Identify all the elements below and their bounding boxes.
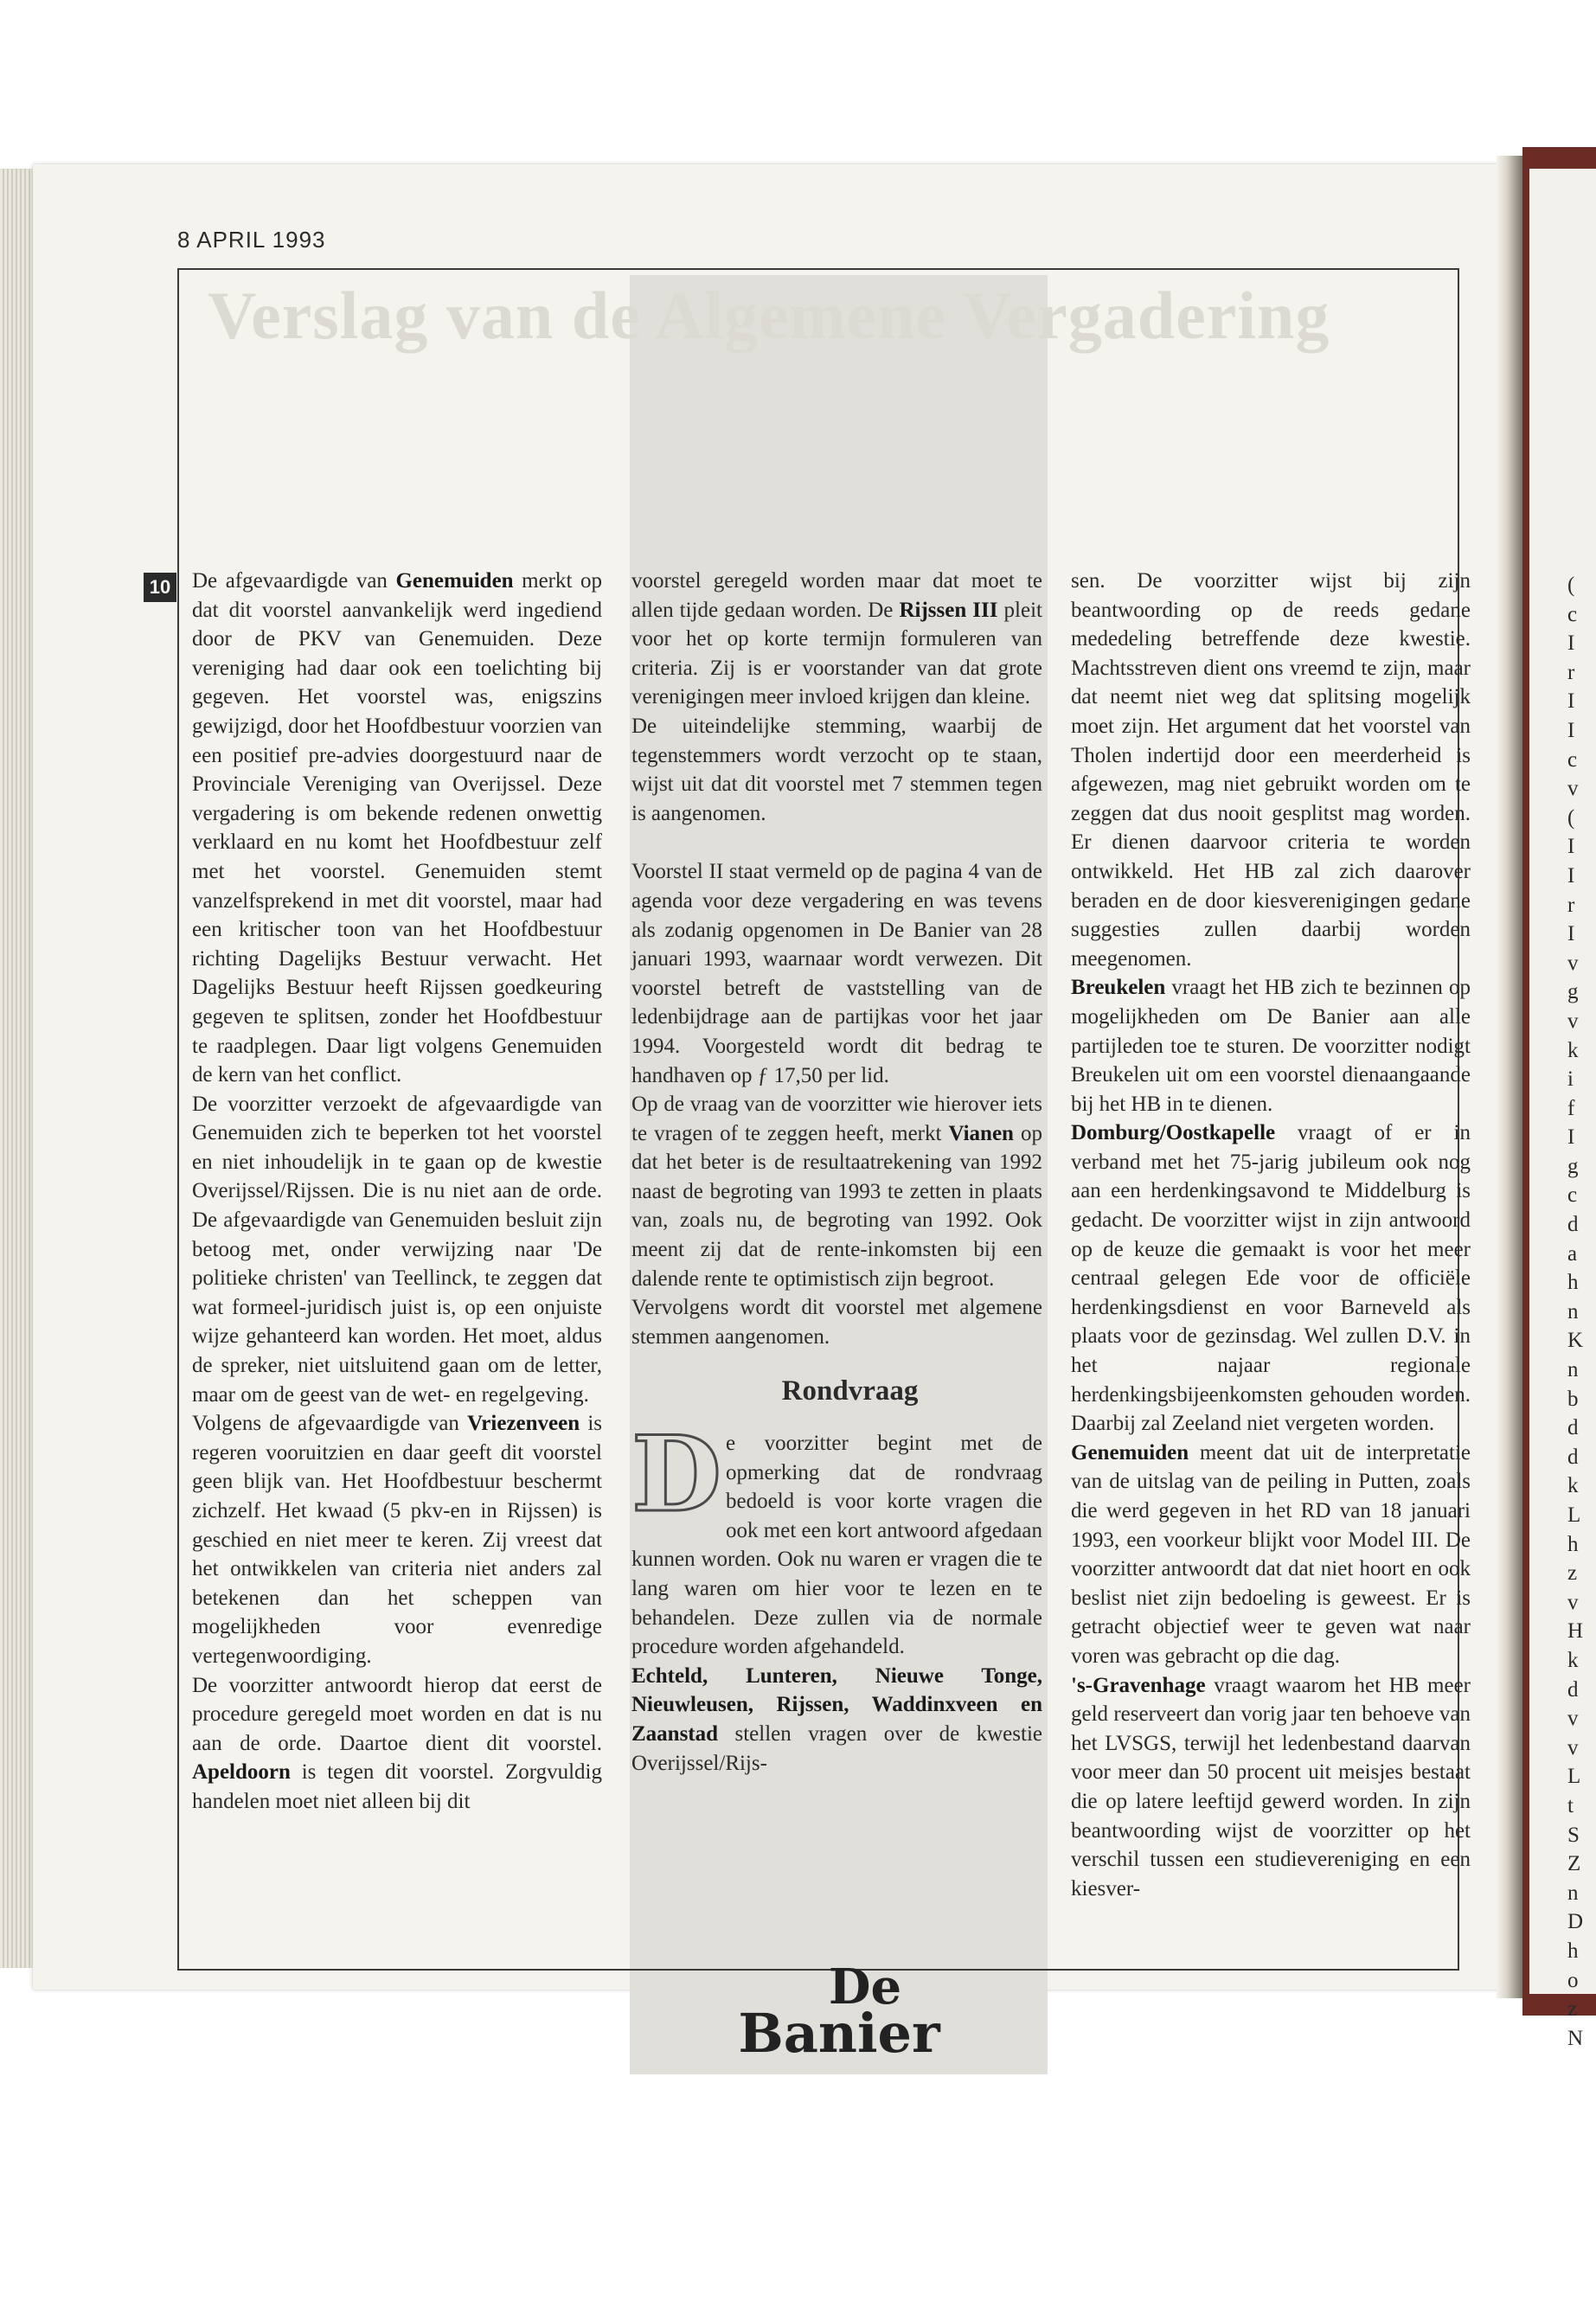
rondvraag-paragraph-1: e voorzitter begint met de opmerking dat de rondvraag bedoeld is voor korte vragen die ook met een kort antwoord afgedaan kunnen worden. Ook nu waren er vragen die te lang waren om hier voor te lezen en te behandelen. Deze zullen via de normale procedure worden afgehandeld. [631, 1432, 1042, 1659]
edge-letter: r [1567, 660, 1575, 684]
edge-letter: ( [1567, 574, 1575, 597]
column-2-middle-paragraph: Vervolgens wordt dit voorstel met algemene stemmen aangenomen. [631, 1296, 1042, 1349]
edge-letter: z [1567, 1997, 1578, 2022]
edge-letter: v [1567, 951, 1579, 975]
edge-letter: L [1567, 1765, 1581, 1789]
edge-letter: ( [1567, 805, 1575, 830]
edge-letter: I [1567, 835, 1575, 859]
edge-letter: k [1567, 1038, 1579, 1062]
column-3-paragraph: Genemuiden meent dat uit de interpretatie van de uitslag van de peiling in Putten, zoals die werd gegeven in het RD van 18 januari 1993, een voorkeur blijkt voor Model III. De voorzitter antwoordt dat dat niet hoort en ook beslist niet zijn bedoeling is geweest. Er is getracht objectief weer te geven wat naar voren was gebracht op die dag. [1071, 1440, 1471, 1668]
logo-line-2: Banier [738, 2002, 940, 2065]
edge-letter: n [1567, 1881, 1579, 1905]
edge-letter: h [1567, 1271, 1579, 1295]
edge-letter: K [1567, 1329, 1584, 1353]
column-2-top [631, 567, 1042, 828]
page-date: 8 APRIL 1993 [177, 227, 326, 253]
edge-letter: g [1567, 980, 1579, 1004]
edge-letter: t [1567, 1793, 1574, 1817]
column-1-paragraph: Volgens de afgevaardigde van Vriezenveen is regeren vooruitzien en daar geeft dit voorstel geen blijk van. Het Hoofdbestuur beschermt zichzelf. Het kwaad (5 pkv-en in Rijssen) is geschied en niet meer te keren. Zij vreest dat het ontwikkelen van criteria niet anders zal betekenen dan het scheppen van mogelijkheden voor evenredige vertegenwoordiging. [192, 1412, 602, 1668]
column-2-middle [631, 857, 1042, 1351]
edge-letter: I [1567, 718, 1575, 742]
edge-letter: L [1567, 1503, 1581, 1527]
edge-letter: v [1567, 1707, 1579, 1731]
rondvraag-paragraph-2: Echteld, Lunteren, Nieuwe Tonge, Nieuwleusen, Rijssen, Waddinxveen en Zaanstad stellen vragen over de kwestie Overijssel/Rijs- [631, 1663, 1042, 1775]
edge-letter: v [1567, 1590, 1579, 1614]
edge-letter: d [1567, 1677, 1579, 1702]
column-1-paragraph: De voorzitter verzoekt de afgevaardigde van Genemuiden zich te beperken tot het voorstel en niet inhoudelijk in te gaan op de kwestie Overijssel/Rijssen. Die is nu niet aan de orde. De afgevaardigde van Genemuiden besluit zijn betoog met, onder verwijzing naar 'De politieke christen' van Teellinck, te zeggen dat wat formeel-juridisch juist is, op een onjuiste wijze gehanteerd kan worden. Het moet, aldus de spreker, niet uitsluitend gaan om de letter, maar om de geest van de wet- en regelgeving. [192, 1092, 602, 1407]
edge-letter: h [1567, 1532, 1579, 1556]
dropcap-letter: D [631, 1413, 722, 1536]
edge-letter: I [1567, 689, 1575, 714]
edge-letter: Z [1567, 1852, 1581, 1876]
edge-letter: r [1567, 893, 1575, 917]
rondvraag-heading: Rondvraag [781, 1375, 919, 1407]
book-spine [1497, 156, 1522, 1998]
edge-letter: f [1567, 1096, 1575, 1120]
page-number: 10 [144, 573, 176, 602]
edge-letter: n [1567, 1358, 1579, 1382]
edge-letter: h [1567, 1939, 1579, 1963]
column-2-middle-paragraph: Op de vraag van de voorzitter wie hierover iets te vragen of te zeggen heeft, merkt Vianen op dat het beter is de resultaatrekening van 1992 naast de begroting van 1993 te zetten in plaats van, zoals nu, de begroting van 1992. Ook meent zij dat de rente-inkomsten bij een dalende rente te optimistisch zijn begroot. [631, 1093, 1043, 1291]
edge-letter: I [1567, 631, 1575, 656]
next-page-edge-text [1567, 571, 1596, 2053]
edge-letter: H [1567, 1619, 1584, 1644]
edge-letter: o [1567, 1968, 1579, 1992]
book-page-stack [0, 169, 35, 1968]
edge-letter: z [1567, 1561, 1578, 1586]
column-2 [631, 567, 1042, 1778]
edge-letter: d [1567, 1445, 1579, 1469]
edge-letter: a [1567, 1241, 1578, 1266]
edge-letter: c [1567, 747, 1578, 772]
de-banier-logo [640, 1958, 1038, 2065]
edge-letter: v [1567, 1735, 1579, 1759]
column-3 [1071, 567, 1471, 1903]
edge-letter: S [1567, 1823, 1580, 1847]
edge-letter: b [1567, 1387, 1579, 1411]
column-3-paragraph: 's-Gravenhage vraagt waarom het HB meer geld reserveert dan vorig jaar ten behoeve van het LVSGS, terwijl het ledenbestand daarvan voor meer dan 50 procent uit meisjes bestaat die op latere leeftijd gewerd worden. In zijn beantwoording wijst de voorzitter op het verschil tussen een studievereniging en een kiesver- [1071, 1673, 1471, 1900]
edge-letter: I [1567, 922, 1575, 946]
column-2-top-paragraph: voorstel geregeld worden maar dat moet te allen tijde gedaan worden. De Rijssen III pleit voor het op korte termijn formuleren van criteria. Zij is er voorstander van dat grote verenigingen meer invloed krijgen dan kleine. [631, 569, 1042, 709]
logo-line-1: De [828, 1958, 902, 2016]
edge-letter: n [1567, 1299, 1579, 1324]
ghost-title: Verslag van de Algemene Vergadering [208, 278, 1330, 353]
column-3-paragraph: sen. De voorzitter wijst bij zijn beantwoording op de reeds gedane mededeling betreffende deze kwestie. Machtsstreven dient ons vreemd te zijn, maar dat neemt niet weg dat splitsing mogelijk moet zijn. Het argument dat het voorstel van Tholen indertijd door een meerderheid is afgewezen, mag niet gebruikt worden om te zeggen dat dus nooit gesplitst mag worden. Er dienen daarvoor criteria te worden ontwikkeld. Het HB zal zich daarover beraden en de door kiesverenigingen gedane suggesties zullen daarbij worden meegenomen. [1071, 569, 1471, 971]
edge-letter: k [1567, 1474, 1579, 1498]
edge-letter: d [1567, 1213, 1579, 1237]
rondvraag-section [631, 1413, 1042, 1778]
column-1 [192, 567, 602, 1817]
column-3-paragraph: Breukelen vraagt het HB zich te bezinnen op mogelijkheden om De Banier aan alle partijleden toe te sturen. De voorzitter nodigt Breukelen uit om een voorstel dienaangaande bij het HB in te dienen. [1071, 976, 1471, 1116]
edge-letter: i [1567, 1067, 1574, 1092]
column-2-top-paragraph: De uiteindelijke stemming, waarbij de tegenstemmers wordt verzocht op te staan, wijst uit dat dit voorstel met 7 stemmen tegen is aangenomen. [631, 714, 1042, 825]
edge-letter: k [1567, 1648, 1579, 1672]
edge-letter: v [1567, 777, 1579, 801]
edge-letter: v [1567, 1009, 1579, 1033]
edge-letter: d [1567, 1416, 1579, 1440]
edge-letter: c [1567, 1183, 1578, 1208]
column-1-paragraph: De afgevaardigde van Genemuiden merkt op dat dit voorstel aanvankelijk werd ingediend door de PKV van Genemuiden. Deze vereniging had daar ook een toelichting bij gegeven. Het voorstel was, enigszins gewijzigd, door het Hoofdbestuur voorzien van een positief pre-advies doorgestuurd naar de Provinciale Vereniging van Overijssel. Deze vergadering is om bekende redenen onwettig verklaard en nu komt het Hoofdbestuur zelf met het voorstel. Genemuiden stemt vanzelfsprekend in met dit voorstel, maar had een kritischer toon van het Hoofdbestuur richting Dagelijks Bestuur verwacht. Het Dagelijks Bestuur heeft Rijssen goedkeuring gegeven te splitsen, zonder het Hoofdbestuur te raadplegen. Daar ligt volgens Genemuiden de kern van het conflict. [192, 569, 602, 1087]
edge-letter: N [1567, 2026, 1584, 2050]
column-1-paragraph: De voorzitter antwoordt hierop dat eerst de procedure geregeld moet worden en dat is nu aan de orde. Daartoe dient dit voorstel. Apeldoorn is tegen dit voorstel. Zorgvuldig handelen moet niet alleen bij dit [192, 1673, 602, 1813]
edge-letter: I [1567, 863, 1575, 888]
column-3-paragraph: Domburg/Oostkapelle vraagt of er in verband met het 75-jarig jubileum ook nog aan een herdenkingsavond te Middelburg is gedacht. De voorzitter wijst in zijn antwoord op de keuze die gemaakt is voor het meer centraal gelegen Ede voor de officiële herdenkingsdienst en voor Barneveld als plaats voor de gezinsdag. Wel zullen D.V. in het najaar regionale herdenkingsbijeenkomsten gehouden worden. Daarbij zal Zeeland niet vergeten worden. [1071, 1121, 1471, 1436]
edge-letter: D [1567, 1910, 1584, 1934]
edge-letter: I [1567, 1125, 1575, 1150]
edge-letter: g [1567, 1154, 1579, 1178]
column-2-middle-paragraph: Voorstel II staat vermeld op de pagina 4 van de agenda voor deze vergadering en was tevens als zodanig opgenomen in De Banier van 28 januari 1993, waarnaar wordt verwezen. Dit voorstel betreft de vaststelling van de ledenbijdrage aan de partijkas voor het jaar 1994. Voorgesteld wordt dit bedrag te handhaven op ƒ 17,50 per lid. [631, 860, 1042, 1087]
edge-letter: c [1567, 602, 1578, 626]
